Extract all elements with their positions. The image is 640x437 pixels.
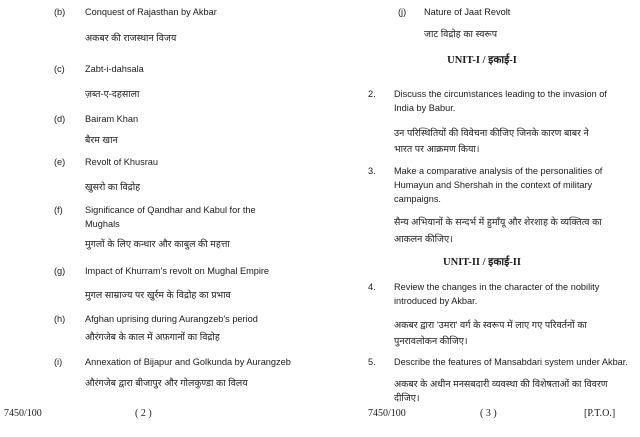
item-hindi: औरंगजेब द्वारा बीजापुर और गोलकुण्डा का विलय [85,377,248,388]
unit-heading: UNIT-II / इकाई-II [443,257,521,268]
item-hindi: जाट विद्रोह का स्वरूप [424,28,498,39]
question-number: 4. [368,282,376,292]
item-hindi: अकबर की राजस्थान विजय [85,32,177,43]
question-english-line: India by Babur. [394,103,456,113]
item-english: Annexation of Bijapur and Golkunda by Aurangzeb [85,357,291,367]
item-hindi: बैरम खान [85,134,118,145]
paper-code: 7450/100 [4,408,42,419]
item-marker: (i) [54,357,63,367]
question-english-line: Review the changes in the character of the nobility [394,282,600,292]
paper-code: 7450/100 [368,408,406,419]
item-marker: (e) [54,157,66,167]
question-hindi-line: भारत पर आक्रमण किया। [394,143,480,154]
page-number: ( 2 ) [135,408,152,419]
item-hindi: ज़ब्त-ए-दहसाला [85,88,140,99]
question-english-line: Discuss the circumstances leading to the invasion of [394,89,607,99]
question-english-line: Describe the features of Mansabdari system under Akbar. [394,357,628,367]
question-number: 2. [368,89,376,99]
item-hindi: मुगल साम्राज्य पर खुर्रम के विद्रोह का प्रभाव [85,289,231,300]
question-number: 3. [368,166,376,176]
item-marker: (j) [398,7,407,17]
unit-heading: UNIT-I / इकाई-I [447,55,517,66]
item-english: Impact of Khurram's revolt on Mughal Empire [85,266,270,276]
question-number: 5. [368,357,376,367]
question-hindi-line: पुनरावलोकन कीजिए। [394,335,468,346]
item-english: Bairam Khan [85,114,139,124]
question-hindi-line: उन परिस्थितियों की विवेचना कीजिए जिनके कारण बाबर ने [394,127,589,138]
page-number: ( 3 ) [480,408,497,419]
question-hindi-line: आकलन कीजिए। [394,233,453,244]
question-english-line: campaigns. [394,194,441,204]
item-english: Afghan uprising during Aurangzeb's period [85,314,258,324]
question-hindi-line: अकबर के अधीन मनसबदारी व्यवस्था की विशेषताओं का विवरण [394,378,608,389]
item-marker: (h) [54,314,66,324]
item-english-line: Significance of Qandhar and Kabul for the [85,205,256,215]
item-marker: (d) [54,114,66,124]
question-english-line: Humayun and Shershah in the context of military [394,180,593,190]
item-english: Nature of Jaat Revolt [424,7,511,17]
right-page [322,0,640,437]
item-english: Zabt-i-dahsala [85,64,144,74]
item-marker: (g) [54,266,66,276]
item-english: Conquest of Rajasthan by Akbar [85,7,217,17]
item-english: Revolt of Khusrau [85,157,159,167]
item-marker: (c) [54,64,65,74]
item-marker: (b) [54,7,66,17]
question-hindi-line: सैन्य अभियानों के सन्दर्भ में हुमाँयू और शेरशाह के व्यक्तित्व का [394,216,602,227]
item-hindi: औरंगजेब के काल में अफ़गानों का विद्रोह [85,331,220,342]
item-hindi: खुसरो का विद्रोह [85,181,141,192]
pto-label: [P.T.O.] [584,408,616,419]
question-english-line: Make a comparative analysis of the personalities of [394,166,603,176]
question-hindi-line: अकबर द्वारा 'उमरा' वर्ग के स्वरूप में लाए गए परिवर्तनों का [394,319,587,330]
item-marker: (f) [54,205,63,215]
question-hindi-line: दीजिए। [394,392,420,403]
item-hindi: मुगलों के लिए कन्धार और काबुल की महत्ता [85,238,230,249]
item-english-line: Mughals [85,219,120,229]
question-english-line: introduced by Akbar. [394,296,478,306]
